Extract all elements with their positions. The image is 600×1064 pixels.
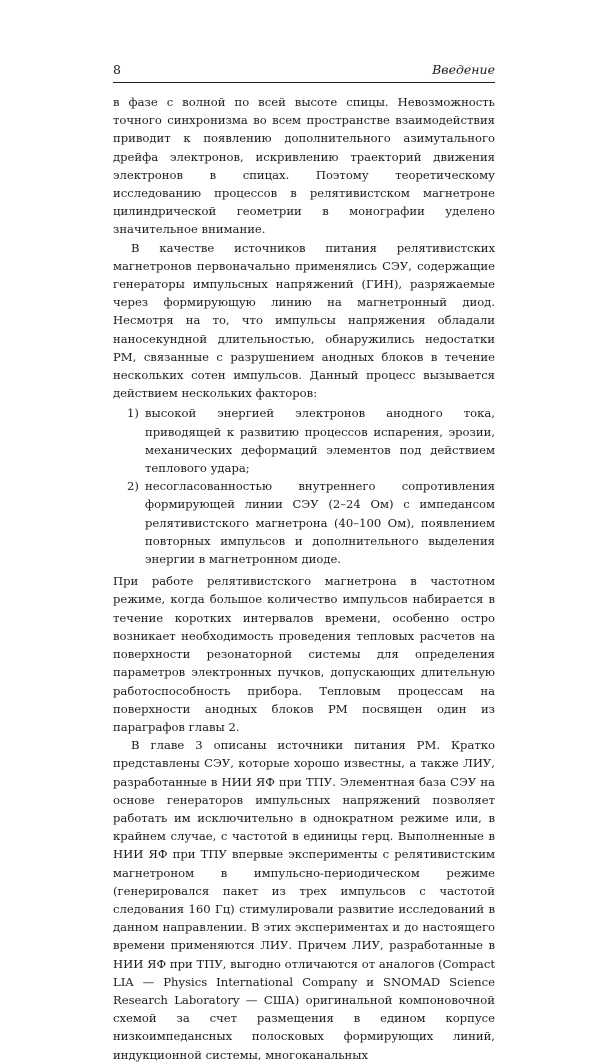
- list-item-number: 1): [127, 406, 139, 421]
- paragraph-2: В качестве источников питания релятивистских магнетронов первоначально применялись СЭУ, содержащие генераторы импульсных напряжений (ГИН), разряжаемые через формирующую линию на магнетронный диод. Несмотря на то, что импульсы напряжения обладали наносекундной длительностью, обнаружились недостатки РМ, связанные с разрушением анодных блоков в течение нескольких сотен импульсов. Данный процесс вызывается действием нескольких факторов:: [113, 240, 495, 401]
- running-title: Введение: [432, 62, 495, 77]
- page-number: 8: [113, 62, 121, 77]
- page-body: [113, 93, 495, 1064]
- factor-list: [113, 404, 495, 568]
- list-item: [113, 477, 495, 568]
- list-item-number: 2): [127, 479, 139, 494]
- paragraph-3: При работе релятивистского магнетрона в частотном режиме, когда большое количество импульсов набирается в течение коротких интервалов времени, особенно остро возникает необходимость проведения тепловых расчетов на поверхности резонаторной системы для определения параметров электронных пучков, допускающих длительную работоспособность прибора. Тепловым процессам на поверхности анодных блоков РМ посвящен один из параграфов главы 2.: [113, 574, 495, 734]
- paragraph-4: В главе 3 описаны источники питания РМ. Кратко представлены СЭУ, которые хорошо известны, а также ЛИУ, разработанные в НИИ ЯФ при ТПУ. Элементная база СЭУ на основе генераторов импульсных напряжений позволяет работать им исключительно в однократном режиме или, в крайнем случае, с частотой в единицы герц. Выполненные в НИИ ЯФ при ТПУ впервые эксперименты с релятивистским магнетроном в импульсно-периодическом режиме (генерировался пакет из трех импульсов с частотой следования 160 Гц) стимулировали развитие исследований в данном направлении. В этих экспериментах и до настоящего времени применяются ЛИУ. Причем ЛИУ, разработанные в НИИ ЯФ при ТПУ, выгодно отличаются от аналогов (Compact LIA — Physics International Company и SNOMAD Science Research Laboratory — США) оригинальной компоновочной схемой за счет размещения в едином корпусе низкоимпедансных полосковых формирующих линий, индукционной системы, многоканальных: [113, 738, 495, 1062]
- list-item: [113, 404, 495, 477]
- list-item-text: несогласованностью внутреннего сопротивления формирующей линии СЭУ (2–24 Ом) с импедансом релятивистского магнетрона (40–100 Ом), появлением повторных импульсов и дополнительного выделения энергии в магнетронном диоде.: [145, 479, 495, 567]
- running-header: [113, 62, 495, 82]
- paragraph-1: в фазе с волной по всей высоте спицы. Невозможность точного синхронизма во всем пространстве взаимодействия приводит к появлению дополнительного азимутального дрейфа электронов, искривлению траекторий движения электронов в спицах. Поэтому теоретическому исследованию процессов в релятивистском магнетроне цилиндрической геометрии в монографии уделено значительное внимание.: [113, 95, 495, 237]
- list-item-text: высокой энергией электронов анодного тока, приводящей к развитию процессов испарения, эрозии, механических деформаций элементов под действием теплового удара;: [145, 406, 495, 476]
- header-rule: [113, 82, 495, 83]
